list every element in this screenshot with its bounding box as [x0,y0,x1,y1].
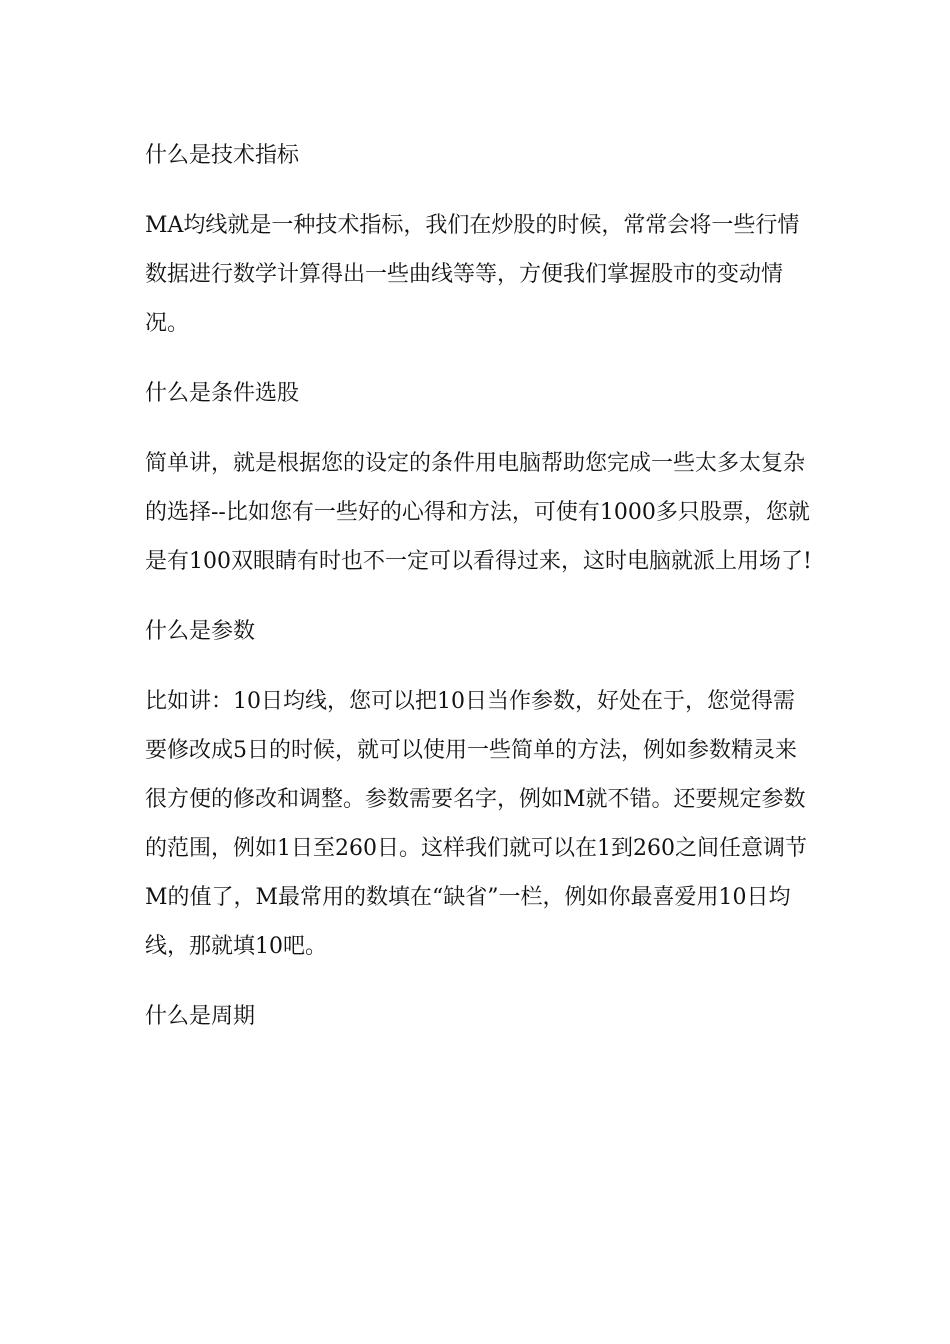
spacer [145,348,815,369]
section-paragraph-condition-stock-selection: 简单讲，就是根据您的设定的条件用电脑帮助您完成一些太多太复杂的选择--比如您有一些好的心得和方法，可使有1000多只股票，您就是有100双眼睛有时也不一定可以看得过来，这时电脑就派上用场了! [145,451,812,574]
section-heading-condition-stock-selection: 什么是条件选股 [145,381,300,406]
section-heading-parameter: 什么是参数 [145,619,256,644]
spacer [145,971,815,992]
document-body [145,131,815,1041]
section-heading-technical-indicator: 什么是技术指标 [145,143,300,168]
section-paragraph-technical-indicator: MA均线就是一种技术指标，我们在炒股的时候，常常会将一些行情数据进行数学计算得出一些曲线等等，方便我们掌握股市的变动情况。 [145,213,800,336]
section-heading-period: 什么是周期 [145,1004,256,1029]
section-paragraph-parameter: 比如讲：10日均线，您可以把10日当作参数，好处在于，您觉得需要修改成5日的时候，就可以使用一些简单的方法，例如参数精灵来很方便的修改和调整。参数需要名字，例如M就不错。还要规定参数的范围，例如1日至260日。这样我们就可以在1到260之间任意调节M的值了，M最常用的数填在“缺省”一栏，例如你最喜爱用10日均线，那就填10吧。 [145,689,807,959]
spacer [145,656,815,677]
spacer [145,418,815,439]
spacer [145,586,815,607]
spacer [145,180,815,201]
